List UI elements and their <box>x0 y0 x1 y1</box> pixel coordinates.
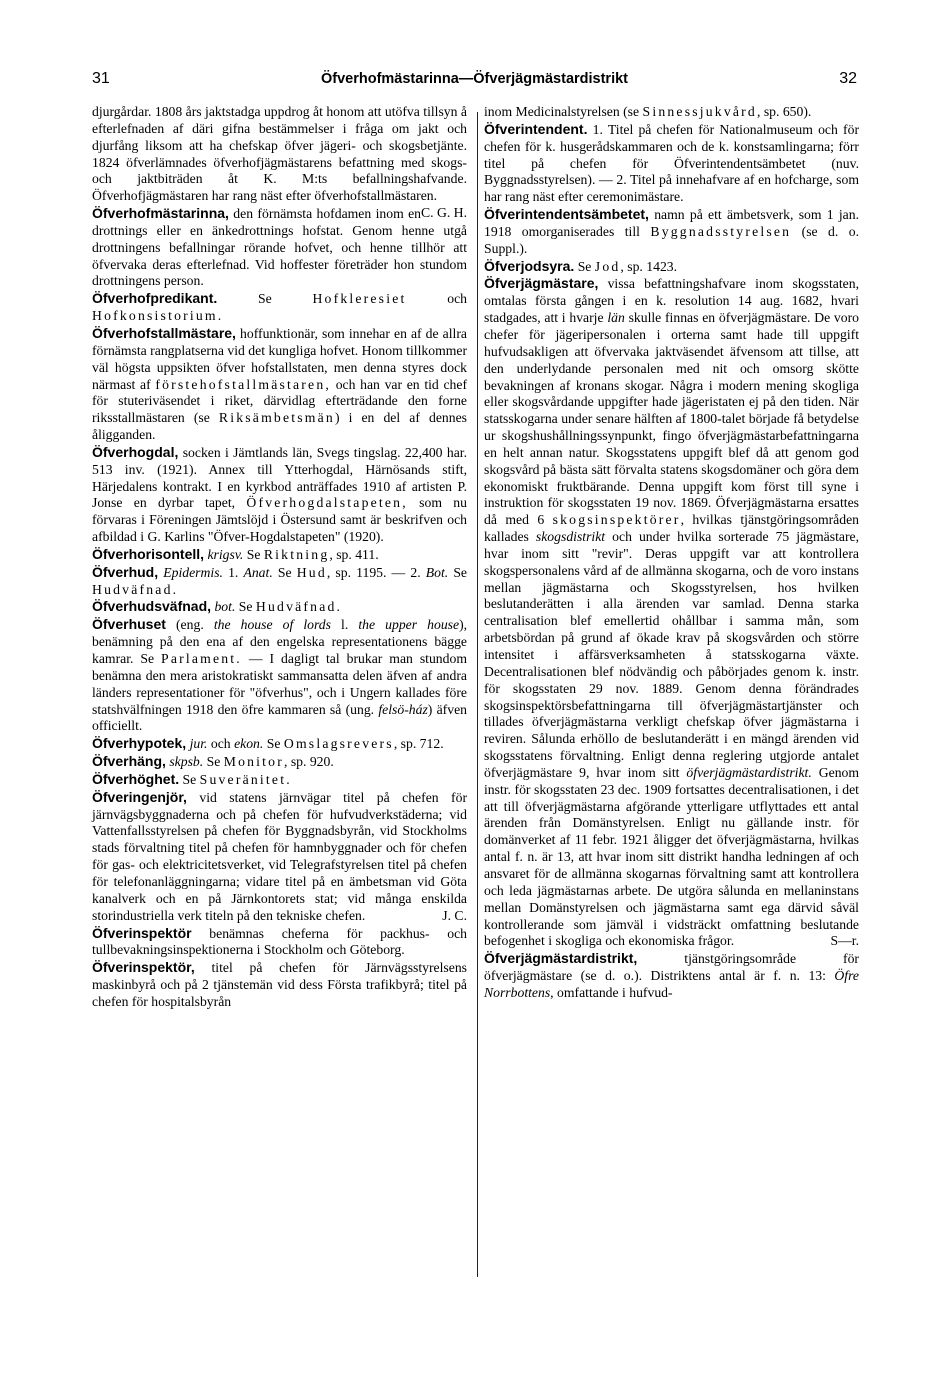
entry-ofverjagmastardistrikt: Öfverjägmästardistrikt, tjänstgöringsområde för öfverjägmästare (se d. o.). Distriktens antal är f. n. 13: Öfre Norrbottens, omfattande i hufvud- <box>484 950 860 1000</box>
signature: S—r. <box>830 933 859 949</box>
cross-reference: Riksämbetsmän <box>218 410 335 426</box>
headword: Öfverhofmästarinna, <box>92 205 229 222</box>
entry-ofverinspektor-1: Öfverinspektör benämnas cheferna för packhus- och tullbevakningsinspektionerna i Stockholm och Göteborg. <box>92 924 467 958</box>
cross-reference: Byggnadsstyrelsen <box>650 223 792 239</box>
cross-reference: Suveränitet. <box>199 771 292 787</box>
entry-ofverhud: Öfverhud, Epidermis. 1. Anat. Se Hud, sp. 1195. — 2. Bot. Se Hudväfnad. <box>92 563 467 597</box>
cross-reference: Hofkonsistorium. <box>92 308 224 324</box>
headword: Öfverhogdal, <box>92 443 179 460</box>
entry-ofveringenjor: Öfveringenjör, vid statens järnvägar titel på chefen för järnvägsbyggnaderna och på chefen för hufvudverkstäderna; vid Vattenfallsstyrelsen på chefen för Byggnadsbyrån, vid Stockholms stads förvaltning titel på chefen för hamnbyggnader och för chefen för gas- och elektricitetsverket, vid Telegrafstyrelsen titel på chefen för telefonanläggningarna; vidare titel på en ämbetsman vid Göta kanalverk och en på Järnkontorets stat; vid många enskilda storindustriella verk titeln på den tekniske chefen. J. C. <box>92 788 467 923</box>
headword: Öfverintendentsämbetet, <box>484 206 649 223</box>
cross-reference: Hudväfnad. <box>92 581 179 597</box>
signature: J. C. <box>442 907 467 923</box>
running-head: Öfverhofmästarinna—Öfverjägmästardistrikt <box>320 71 628 87</box>
headword: Öfverjägmästardistrikt, <box>484 950 638 967</box>
page-number-left: 31 <box>92 70 110 87</box>
headword: Öfverhofstallmästare, <box>92 324 236 341</box>
entry-ofverinspektor-2: Öfverinspektör, titel på chefen för Järnvägsstyrelsens maskinbyrå och på 2 tjänstemän vid dess Första trafikbyrå; titel på chefen för hospitalsbyrån <box>92 959 468 1009</box>
cross-reference: Omslagsrevers <box>283 736 394 752</box>
headword: Öfverhöghet. <box>92 770 180 787</box>
left-column <box>92 104 467 1011</box>
entry-ofverhofstallmastare: Öfverhofstallmästare, hoffunktionär, som innehar en af de allra förnämsta rangplatserna vid det kungliga hofvet. Honom tillkommer väl högsta uppsikten öfver hofstallstaten, men denna styres dock närmast af förstehofstallmästaren, och han var en tid chef för stuteriväsendet i riket, därvidlag efterträdande den forne riksstallmästaren (se Riksämbetsmän) i en del af dennes åligganden. <box>92 324 468 443</box>
headword: Öfverhorisontell, <box>92 545 205 562</box>
cross-reference: Hofkleresiet <box>312 291 407 307</box>
entry-ofverhang: Öfverhäng, skpsb. Se Monitor, sp. 920. <box>92 753 334 770</box>
headword: Öfverhuset <box>92 616 166 633</box>
right-column <box>484 104 859 1002</box>
cross-reference: Hudväfnad. <box>255 599 343 615</box>
page-number-right: 32 <box>839 70 857 87</box>
entry-ofverjodsyra: Öfverjodsyra. Se Jod, sp. 1423. <box>484 257 678 274</box>
column-divider <box>477 112 478 1277</box>
entry-ofverjagmastare: Öfverjägmästare, vissa befattningshafvare inom skogsstaten, omtalas första gången i en k. resolution 14 aug. 1682, hvari stadgades, att i hvarje län skulle finnas en öfverjägmästare. De voro chefer för jägeripersonalen i orterna samt hade till uppgift hufvudsakligen att öfvervaka jaktväsendet äfvensom att tillse, att den underlydande personalen med nit och omsorg skötte bevakningen af kronans skogar. Några i modern mening skogliga eller skogsvårdande uppgifter hade jägeristaten ej på den tiden. När statsskogarna under senare hälften af 1800-talet började få betydelse ur skogshushållningssynpunkt, fingo öfverjägmästarbefattningarna en helt annan natur. Skogsstatens uppgift blef då att genom god skogsvård på bästa sätt förvalta statens skogsdomäner och göra dem ekonomiskt fruktbärande. Denna uppgift kom först till syne i instruktion för skogsstaten 19 nov. 1869. Öfverjägmästarna ersattes då med 6 skogsinspektörer, hvilkas tjänstgöringsområden kallades skogsdistrikt och under hvilka sorterade 75 jägmästare, hvar inom sitt "revir". Deras uppgift var att kontrollera skogspersonalens vård af de allmänna skogarna, och de voro instans mellan jägmästarna och Skogsstyrelsen, hos hvilken beslutanderätten i alla ärenden var samlad. Denna starka centralisation blef emellertid ohållbar i samma mån, som arbetsbördan på grund af ökade krav på skogsvården och större intensitet i affärsverksamheten å statsskogarna växte. Decentralisationen blef nödvändig och påbörjades genom k. instr. för skogsstaten 29 nov. 1889. Genom denna förändrades skogsinspektörsbefattningarna till öfverjägmästartjänster och tillades öfverjägmästarna verkligt chefskap öfver jägmästarna i reviren. Sålunda erhöllo de beslutanderätt i en mängd ärenden vid skogsstatens förvaltning. Enligt denna reglering utgjorde antalet öfverjägmästare 9, hvar inom sitt öfverjägmästardistrikt. Genom instr. för skogsstaten 23 dec. 1909 fortsattes decentralisationen, i det att till öfverjägmästarna afgörande ytterligare utflyttades ett antal ärenden från Domänstyrelsen. Enligt nu gällande instr. för domänverket af 11 febr. 1921 åligger det öfverjägmästarna, hvilkas antal f. n. är 13, att hvar inom sitt distrikt handha ledningen af och ansvaret för de allmänna skogarnas förvaltning samt att kontrollera och leda jägmästarnas arbete. De utgöra sålunda en mellaninstans mellan Domänstyrelsen och jägmästarna samt ega därvid såväl kontrollerande som jämväl i vidsträckt omfattning beslutande befogenhet i skogliga och ekonomiska frågor. S—r. <box>484 275 860 949</box>
entry-continuation: inom Medicinalstyrelsen (se Sinnessjukvård, sp. 650). <box>484 104 812 119</box>
entry-ofverhorisontell: Öfverhorisontell, krigsv. Se Riktning, sp. 411. <box>92 545 379 562</box>
entry-ofverhogdal: Öfverhogdal, socken i Jämtlands län, Svegs tingslag. 22,400 har. 513 inv. (1921). Annex till Ytterhogdal, Härnösands stift, Härjedalens kontrakt. I en kyrkbod anträffades 1910 af artisten P. Jonse en dyrbar tapet, Öfverhogdalstapeten, som nu förvaras i Föreningen Jämtslöjd i Östersund samt är beskrifven och afbildad i G. Karlins "Öfver-Hogdalstapeten" (1920). <box>92 443 468 545</box>
cross-reference: Jod <box>594 258 621 274</box>
entry-ofverhofpredikant: Öfverhofpredikant. Se Hofkleresiet och Hofkonsistorium. <box>92 290 468 324</box>
entry-ofverintendent: Öfverintendent. 1. Titel på chefen för Nationalmuseum och för chefen för k. husgerådskammaren och de k. konstsamlingarna; förr titel på chefen för Öfverintendentsämbetet (nuv. Byggnadsstyrelsen). — 2. Titel på innehafvare af en hofcharge, som har rang näst efter ceremonimästare. <box>484 120 860 205</box>
entry-ofverintendentsambetet: Öfverintendentsämbetet, namn på ett ämbetsverk, som 1 jan. 1918 omorganiserades till Byggnadsstyrelsen (se d. o. Suppl.). <box>484 206 860 256</box>
entry-paragraph: djurgårdar. 1808 års jaktstadga uppdrog åt honom att utöfva tillsyn å efterlefnaden af däri gifna bestämmelser i fråga om jakt och djurfång liksom att ha chefskap öfver jägeri- och skogsbetjänte. 1824 öfverlämnades öfverhofjägmästarens befattning med skogs- och jaktbiträden åt K. M:ts befallningshafvande. Öfverhofjägmästaren har rang näst efter öfverhofstallmästaren. C. G. H. <box>92 104 467 221</box>
headword: Öfverhofpredikant. <box>92 290 218 307</box>
entry-ofverhuset: Öfverhuset (eng. the house of lords l. the upper house), benämning på den ena af den engelska representationens bägge kamrar. Se Parlament. — I dagligt tal brukar man stundom benämna den mera aristokratiskt sammansatta delen äfven af andra länders representationer för "öfverhus", och i Ungern kallades före statshvälfningen 1918 den öfre kammaren så (ung. felsö-ház) äfven officiellt. <box>92 616 468 734</box>
headword: Öfverintendent. <box>484 120 588 137</box>
cross-reference: Riktning <box>263 546 330 562</box>
headword: Öfverhud, <box>92 563 159 580</box>
signature: C. G. H. <box>420 205 467 221</box>
page-header <box>92 70 857 94</box>
cross-reference: Sinnessjukvård <box>642 104 757 119</box>
cross-reference: Monitor <box>223 754 284 770</box>
entry-ofverhypotek: Öfverhypotek, jur. och ekon. Se Omslagsrevers, sp. 712. <box>92 735 444 752</box>
headword: Öfverinspektör, <box>92 959 195 976</box>
headword: Öfverhypotek, <box>92 735 187 752</box>
entry-ofverhoghet: Öfverhöghet. Se Suveränitet. <box>92 770 292 787</box>
headword: Öfverinspektör <box>92 924 192 941</box>
cross-reference: Parlament. <box>161 651 242 666</box>
entry-ofverhudsvafnad: Öfverhudsväfnad, bot. Se Hudväfnad. <box>92 598 343 615</box>
headword: Öfverhäng, <box>92 753 166 770</box>
headword: Öfverhudsväfnad, <box>92 598 212 615</box>
entry-ofverhofmastarinna: Öfverhofmästarinna, den förnämsta hofdamen inom en drottnings eller en änkedrottnings hofstat. Genom henne utgå drottningens befallningar rörande hofvet, och henne tillhör att öfvervaka deras efterlefnad. Vid hoffester företräder hon stundom drottningens person. <box>92 205 467 289</box>
headword: Öfverjodsyra. <box>484 257 575 274</box>
headword: Öfveringenjör, <box>92 788 187 805</box>
cross-reference: Hud <box>296 564 327 580</box>
headword: Öfverjägmästare, <box>484 275 599 292</box>
